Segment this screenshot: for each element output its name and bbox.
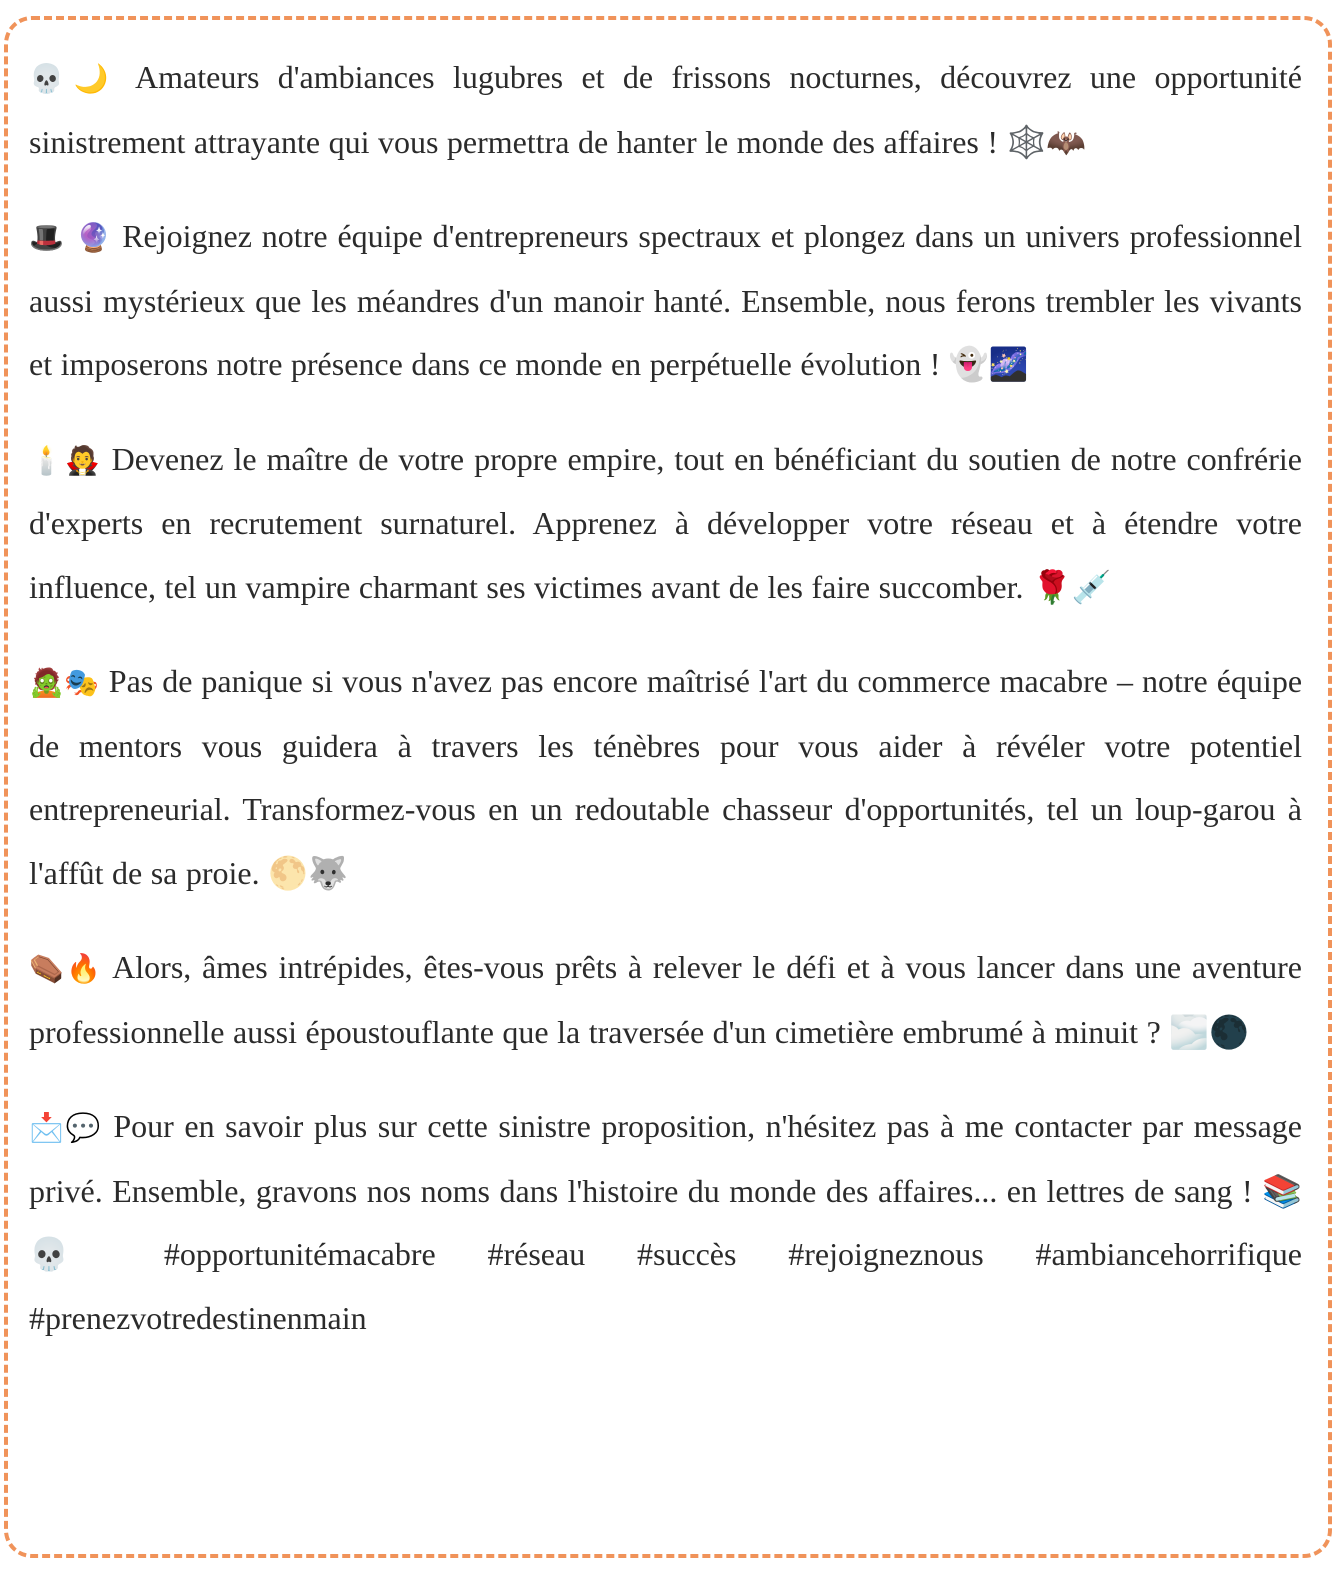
tophat-crystal-ball-emoji-icon: 🎩 🔮 [29, 221, 113, 254]
paragraph-text: Rejoignez notre équipe d'entrepreneurs spectraux et plongez dans un univers professionnel aussi mystérieux que les méandres d'un manoir hanté. Ensemble, nous ferons trembler les vivants et imposerons notre présence dans ce monde en perpétuelle évolution ! 👻🌌 [29, 218, 1302, 382]
paragraph-text: Devenez le maître de votre propre empire, tout en bénéficiant du soutien de notre confrérie d'experts en recrutement surnaturel. Apprenez à développer votre réseau et à étendre votre influence, tel un vampire charmant ses victimes avant de les faire succomber. 🌹💉 [29, 440, 1303, 605]
skull-moon-emoji-icon: 💀🌙 [29, 62, 119, 95]
coffin-fire-emoji-icon: ⚰️🔥 [29, 952, 104, 985]
post-card [4, 16, 1332, 1558]
post-paragraph-intro [29, 46, 1302, 174]
zombie-mask-emoji-icon: 🧟🎭 [29, 666, 100, 699]
envelope-speech-emoji-icon: 📩💬 [29, 1111, 103, 1144]
post-paragraph-mentors [29, 650, 1302, 905]
paragraph-text: Pas de panique si vous n'avez pas encore maîtrisé l'art du commerce macabre – notre équipe de mentors vous guidera à travers les ténèbres pour vous aider à révéler votre potentiel entrepreneurial. Transformez-vous en un redoutable chasseur d'opportunités, tel un loup-garou à l'affût de sa proie. 🌕🐺 [29, 663, 1303, 891]
paragraph-text: Pour en savoir plus sur cette sinistre proposition, n'hésitez pas à me contacter par message privé. Ensemble, gravons nos noms dans l'histoire du monde des affaires... en lettres de sang ! 📚 💀 #opportunitémacabre #réseau #succès #rejoigneznous #ambiancehorrifique #prenezvotredestinenmain [29, 1108, 1303, 1336]
candle-vampire-emoji-icon: 🕯️🧛 [29, 443, 102, 477]
post-paragraph-empire [29, 428, 1302, 620]
paragraph-text: Amateurs d'ambiances lugubres et de frissons nocturnes, découvrez une opportunité sinistrement attrayante qui vous permettra de hanter le monde des affaires ! 🕸️🦇 [29, 59, 1303, 160]
post-paragraph-challenge [29, 936, 1302, 1064]
post-paragraph-join [29, 205, 1302, 397]
paragraph-text: Alors, âmes intrépides, êtes-vous prêts à relever le défi et à vous lancer dans une aventure professionnelle aussi époustouflante que la traversée d'un cimetière embrumé à minuit ? 🌫️🌑 [29, 949, 1302, 1050]
post-paragraph-contact [29, 1095, 1302, 1350]
